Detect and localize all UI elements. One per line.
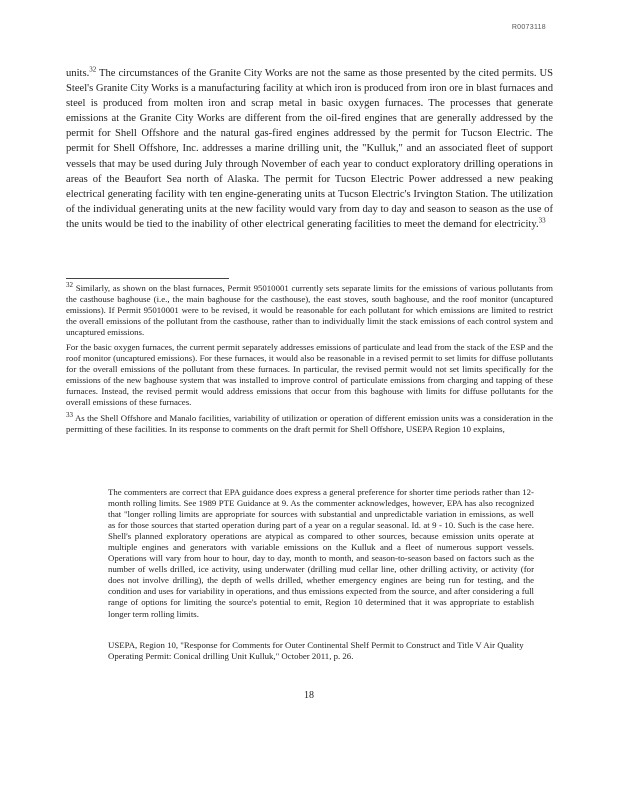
footnote-reference: 32 bbox=[89, 65, 97, 74]
quote-citation: USEPA, Region 10, "Response for Comments for Outer Continental Shelf Permit to Construct and Title V Air Quality Operating Permit: Conical drilling Unit Kulluk," October 2011, p. 26. bbox=[108, 640, 524, 662]
footnote-number: 32 bbox=[66, 281, 73, 290]
page-number: 18 bbox=[304, 690, 314, 701]
footnote bbox=[66, 410, 554, 435]
body-paragraph-text bbox=[66, 66, 553, 232]
footnote-continuation bbox=[66, 342, 553, 408]
footnote-text: As the Shell Offshore and Manalo facilities, variability of utilization or operation of different emission units was a consideration in the permitting of these facilities. In its response to comments on the draft permit for Shell Offshore, USEPA Region 10 explains, bbox=[66, 412, 554, 434]
body-paragraph bbox=[66, 66, 553, 232]
body-text-start: units. bbox=[66, 68, 90, 79]
body-text-main: The circumstances of the Granite City Works are not the same as those presented by the cited permits. US Steel's Granite City Works is a manufacturing facility at which iron is produced from iron ore in blast furnaces and steel is produced from molten iron and scrap metal in basic oxygen furnaces. The processes that generate emissions at the Granite City Works are different from the oil-fired engines that are generally addressed by the permit for Shell Offshore and the natural gas-fired engines addressed by the permit for Tucson Electric. The permit for Shell Offshore, Inc. addresses a marine drilling unit, the "Kulluk," and an associated fleet of support vessels that may be used during July through November of each year to conduct exploratory drilling operations in areas of the Beaufort Sea north of Alaska. The permit for Tucson Electric Power addressed a new peaking electrical generating facility with ten engine-generating units at Tucson Electric's Irvington Station. The utilization of the individual generating units at the new facility would vary from day to day and season to season as the use of the units would be tied to the inability of other electrical generating facilities to meet the demand for electricity. bbox=[66, 68, 553, 230]
footnote-text: For the basic oxygen furnaces, the current permit separately addresses emissions of particulate and lead from the stack of the ESP and the roof monitor (uncaptured emissions). For these furnaces, it would also be reasonable in a revised permit to set limits for diffuse pollutants for the overall emissions of the pollutant from these furnaces. In particular, the revised permit would not set limits specifically for the emissions of the new baghouse system that was installed to improve control of particulate emissions from charging and tapping of these furnaces. Instead, the revised permit would address emissions that occur from this baghouse with limits for diffuse pollutants for the overall emissions of these furnaces. bbox=[66, 342, 553, 408]
block-quote: The commenters are correct that EPA guidance does express a general preference for shorter time periods rather than 12-month rolling limits. See 1989 PTE Guidance at 9. As the commenter acknowledges, however, EPA has also recognized that "longer rolling limits are appropriate for sources with substantial and unpredictable variation in emissions, as well as for those sources that started operation during part of a year on a regular seasonal. Id. at 9 - 10. Such is the case here. Shell's planned exploratory operations are atypical as compared to other sources, because emission units operate at multiple engines and generators with variable emissions on the Kulluk and a fleet of numerous support vessels. Operations will vary from hour to hour, day to day, month to month, and season-to-season based on factors such as the number of wells drilled, ice activity, using underwater (drilling mud cellar line, other drilling activity, or activity (for does not involve drilling), the depth of wells drilled, whether emergency engines are being run for testing, and the condition and uses for variability in operations, and thus emissions expected from the source, and after considering a full range of options for limiting the source's potential to emit, Region 10 determined that it was appropriate to establish longer term rolling limits. bbox=[108, 487, 534, 619]
footnote-separator bbox=[66, 278, 229, 279]
footnote-number: 33 bbox=[66, 410, 73, 419]
footnotes bbox=[66, 283, 553, 439]
footnote-text: Similarly, as shown on the blast furnaces, Permit 95010001 currently sets separate limits for the emissions of various pollutants from the casthouse baghouse (i.e., the main baghouse for the casthouse), the east stoves, south baghouse, and the roof monitor (uncaptured emissions). If Permit 95010001 were to be revised, it would be reasonable for each pollutant for which emissions are limited to restrict the overall emissions of the pollutant from the casthouse, rather than to individually limit the stack emissions of each control system and uncaptured emissions. bbox=[66, 283, 553, 338]
footnote-reference: 33 bbox=[538, 216, 546, 225]
bates-number: R0073118 bbox=[511, 24, 546, 31]
footnote bbox=[66, 283, 553, 338]
